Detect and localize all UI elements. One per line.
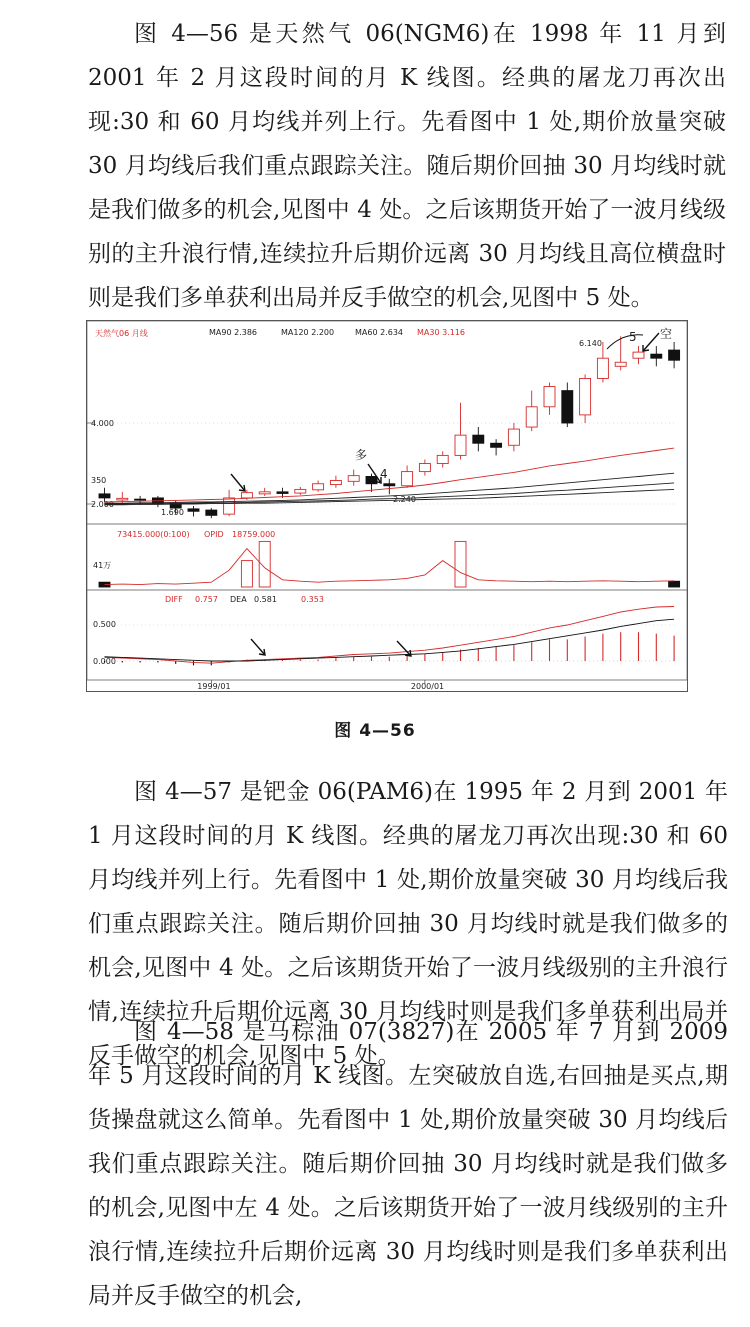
volume-bar <box>455 541 466 587</box>
x-axis-label: 1999/01 <box>197 682 231 691</box>
volume-tick: 41万 <box>93 561 112 570</box>
candle-body <box>224 498 235 514</box>
pullback-label: 2.240 <box>393 495 416 504</box>
diff-value: 0.757 <box>195 595 218 604</box>
candle-body <box>313 484 324 490</box>
mark-sell-number: 5 <box>629 330 637 344</box>
high-label: 6.140 <box>579 339 602 348</box>
candle-body <box>633 352 644 358</box>
candle-body <box>669 350 680 360</box>
dea-line <box>105 619 675 661</box>
legend-ma90: MA90 2.386 <box>209 328 257 337</box>
candle-body <box>562 391 573 423</box>
candle-body <box>455 435 466 455</box>
legend-ma120: MA120 2.200 <box>281 328 335 337</box>
candle-body <box>117 498 128 500</box>
candle-body <box>99 494 110 498</box>
opid-line <box>105 549 675 585</box>
candlestick-chart <box>87 321 687 691</box>
candle-body <box>580 378 591 414</box>
candle-body <box>277 492 288 494</box>
volume-bar <box>241 561 252 587</box>
paragraph-3: 图 4—58 是马棕油 07(3827)在 2005 年 7 月到 2009 年 5 月这段时间的月 K 线图。左突破放自选,右回抽是买点,期货操盘就这么简单。先看图中 1 处,期价放量突破 30 月均线后我们重点跟踪关注。随后期价回抽 30 月均线时就是我们做多的机会,见图中左 4 处。之后该期货开始了一波月线级别的主升浪行情,连续拉升后期价远离 30 月均线时则是我们多单获利出局并反手做空的机会, <box>88 1019 728 1309</box>
legend-ma60: MA60 2.634 <box>355 328 403 337</box>
candle-body <box>473 435 484 443</box>
arrow-macd-2 <box>397 641 411 656</box>
x-axis-label: 2000/01 <box>410 682 445 691</box>
candle-body <box>384 484 395 486</box>
macd-value: 0.353 <box>301 595 324 604</box>
price-tick-4: 4.000 <box>91 419 114 428</box>
paragraph-2: 图 4—57 是钯金 06(PAM6)在 1995 年 2 月到 2001 年 1 月这段时间的月 K 线图。经典的屠龙刀再次出现:30 和 60 月均线并列上行。先看图中 1 处,期价放量突破 30 月均线后我们重点跟踪关注。随后期价回抽 30 月均线时就是我们做多的机会,见图中 4 处。之后该期货开始了一波月线级别的主升浪行情,连续拉升后期价远离 30 月均线时则是我们多单获利出局并反手做空的机会,见图中 5 处。 <box>88 779 728 1069</box>
mark-sell: 空 <box>660 327 673 341</box>
diff-label: DIFF <box>165 595 183 604</box>
candle-body <box>366 476 377 483</box>
candle-body <box>188 509 199 511</box>
level-350: 350 <box>91 476 107 485</box>
candle-body <box>135 499 146 500</box>
mark-buy-number: 4 <box>380 467 388 481</box>
candle-body <box>491 443 502 447</box>
mark-buy: 多 <box>355 448 368 462</box>
candle-body <box>206 510 217 515</box>
opid-value: 18759.000 <box>232 530 276 539</box>
low-label: 1.690 <box>161 508 184 517</box>
candle-body <box>419 464 430 472</box>
mark-5-curve <box>607 335 643 349</box>
chart-title: 天然气06 月线 <box>95 329 148 338</box>
candle-body <box>615 362 626 366</box>
dea-label: DEA <box>230 595 247 604</box>
dea-value: 0.581 <box>254 595 277 604</box>
candle-body <box>348 476 359 482</box>
opid-label: OPID <box>204 530 224 539</box>
candle-body <box>241 493 252 498</box>
candle-body <box>295 489 306 493</box>
price-tick-2: 2.000 <box>91 500 114 509</box>
candle-body <box>597 358 608 378</box>
volume-bar <box>669 581 680 587</box>
candle-body <box>170 504 181 508</box>
candle-body <box>402 472 413 486</box>
volume-header: 73415.000(0:100) <box>117 530 190 539</box>
diff-line <box>105 607 675 664</box>
candle-body <box>651 354 662 358</box>
arrow-macd-1 <box>251 639 265 655</box>
candle-body <box>526 407 537 427</box>
price-panel <box>87 321 687 524</box>
candle-body <box>259 492 270 494</box>
figure-caption: 图 4—56 <box>334 721 416 741</box>
candle-body <box>330 481 341 485</box>
legend-ma30: MA30 3.116 <box>417 328 465 337</box>
paragraph-1: 图 4—56 是天然气 06(NGM6)在 1998 年 11 月到 2001 年 2 月这段时间的月 K 线图。经典的屠龙刀再次出现:30 和 60 月均线并列上行。先看图中 1 处,期价放量突破 30 月均线后我们重点跟踪关注。随后期价回抽 30 月均线时就是我们做多的机会,见图中 4 处。之后该期货开始了一波月线级别的主升浪行情,连续拉升后期价远离 30 月均线且高位横盘时则是我们多单获利出局并反手做空的机会,见图中 5 处。 <box>88 21 726 311</box>
candle-body <box>437 455 448 463</box>
candle-body <box>508 429 519 445</box>
arrow-breakout <box>231 474 245 491</box>
macd-tick-05: 0.500 <box>93 620 116 629</box>
chart-figure <box>86 320 688 692</box>
macd-tick-0: 0.000 <box>93 657 116 666</box>
candle-body <box>544 387 555 407</box>
